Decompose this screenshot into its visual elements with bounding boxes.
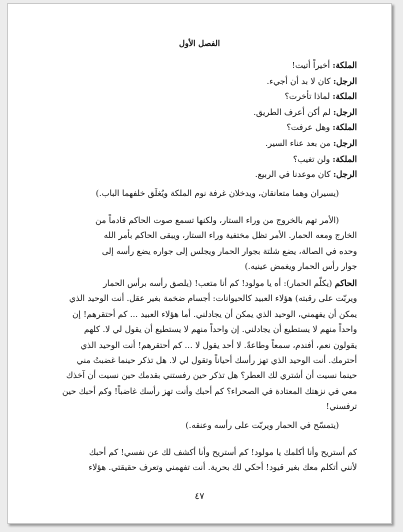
stage-direction-line: (يسيران وهما متعانقان، ويدخلان غرفة نوم الملكة ويُغلَق خلفهما الباب.) xyxy=(95,188,339,198)
speaker-label: الحاكم xyxy=(334,278,357,288)
speaker-label: الملكة: xyxy=(332,91,357,102)
page-content xyxy=(42,4,357,523)
dialogue-line xyxy=(42,152,357,168)
monologue-line xyxy=(42,276,357,291)
monologue-text: (يكلّم الحمار): أه يا مولود! كم أنا متعب! (يلصق رأسه برأس الحمار xyxy=(103,278,335,288)
stage-direction-line: (يتمسّح في الحمار ويربّت على رأسه وعنقه.) xyxy=(185,420,339,430)
dialogue-line xyxy=(42,105,357,121)
dialogue-line xyxy=(42,167,357,183)
dialogue-line xyxy=(42,89,357,105)
final-paragraph xyxy=(42,445,357,476)
ruler-monologue xyxy=(42,276,357,415)
dialogue-text: كان لا بد أن أجيء. xyxy=(266,75,334,86)
monologue-line: واحداً منهم لا يستطيع أن يجادلني. إن واحداً منهم لا يستطيع أن يقول لي لا. كلهم xyxy=(83,324,357,335)
dialogue-line xyxy=(42,136,357,152)
page-number: ٤٧ xyxy=(194,492,205,502)
speaker-label: الملكة: xyxy=(332,153,357,164)
dialogue-text: من بعد عناء السير. xyxy=(265,137,334,148)
stage-direction-line: (الأمر تهم بالخروج من وراء الستار، ولكنها تسمع صوت الحاكم قادماً من xyxy=(95,215,339,225)
stage-direction-ruler-enters xyxy=(42,213,357,275)
monologue-line: أحترمك. أنت الوحيد الذي تهز رأسك أحياناً وتقول لي لا. هل تذكر حينما غضبتُ مني xyxy=(76,354,357,365)
paragraph-line: لأنني أتكلم معك بغير قيود! أحكي لك بحرية. أنت تفهمني وتعرف حقيقتي. هؤلاء xyxy=(88,462,357,473)
stage-direction-line: الخارج ومعه الحمار. الأمر تظل مختفية وراء الستار، ويبقى الحاكم بأمر الله xyxy=(103,230,357,241)
speaker-label: الرجل: xyxy=(333,137,357,148)
stage-direction-exit xyxy=(42,186,357,201)
dialogue-block xyxy=(42,58,357,183)
dialogue-line xyxy=(42,74,357,90)
speaker-label: الرجل: xyxy=(333,75,357,86)
speaker-label: الرجل: xyxy=(333,106,357,117)
dialogue-text: لماذا تأخرت؟ xyxy=(284,91,333,102)
dialogue-text: لم أكن أعرف الطريق. xyxy=(253,106,334,117)
document-page xyxy=(7,3,392,524)
speaker-label: الملكة: xyxy=(332,60,357,70)
monologue-line: يمكن أن يفهمني، الوحيد الذي يمكن أن يجادلني. أما هؤلاء العبيد ... كم أحتقرهم! إن xyxy=(72,308,357,319)
stage-direction-line: وحده في الصالة، يضع شلتة بجوار الحمار ويجلس إلى جواره يضع رأسه إلى xyxy=(101,245,357,256)
speaker-label: الرجل: xyxy=(333,169,357,180)
dialogue-line xyxy=(42,58,357,74)
stage-direction-line: جوار رأس الحمار ويغمض عينيه.) xyxy=(244,261,357,272)
monologue-line: معي في نزهتك المعتادة في الصحراء؟ كم أحبك وأنت تهز رأسك غاضباً! وكم أحبك حين xyxy=(62,385,357,396)
monologue-line: حينما نسيت أن أشتري لك العطر؟ هل تذكر حين رفستني بقدمك حين نسيت أن آخذك xyxy=(66,370,357,381)
dialogue-line xyxy=(42,120,357,136)
paragraph-line: كم أستريح وأنا أكلمك يا مولود! كم أستريح وأنا أكشف لك عن نفسي! كم أحبك xyxy=(89,447,357,457)
monologue-line: ترفسني! xyxy=(325,401,357,412)
chapter-title: الفصل الأول xyxy=(179,38,220,48)
speaker-label: الملكة: xyxy=(332,122,357,133)
monologue-line: يقولون نعم، أفندم، سمعاً وطاعةً. لا أحد يقول لا ... كم أحتقرهم! أنت الوحيد الذي xyxy=(80,339,357,350)
monologue-line: ويربّت على رقبته) هؤلاء العبيد كالحيوانات: أجسام ضخمة بغير عقل. أنت الوحيد الذي xyxy=(69,293,357,304)
dialogue-text: ولن تغيب؟ xyxy=(293,153,333,164)
dialogue-text: كان موعدنا في الربيع. xyxy=(254,169,334,180)
stage-direction-caress xyxy=(42,418,357,433)
dialogue-text: أخيراً أتيت! xyxy=(291,60,333,70)
dialogue-text: وهل عرفت؟ xyxy=(286,122,333,133)
